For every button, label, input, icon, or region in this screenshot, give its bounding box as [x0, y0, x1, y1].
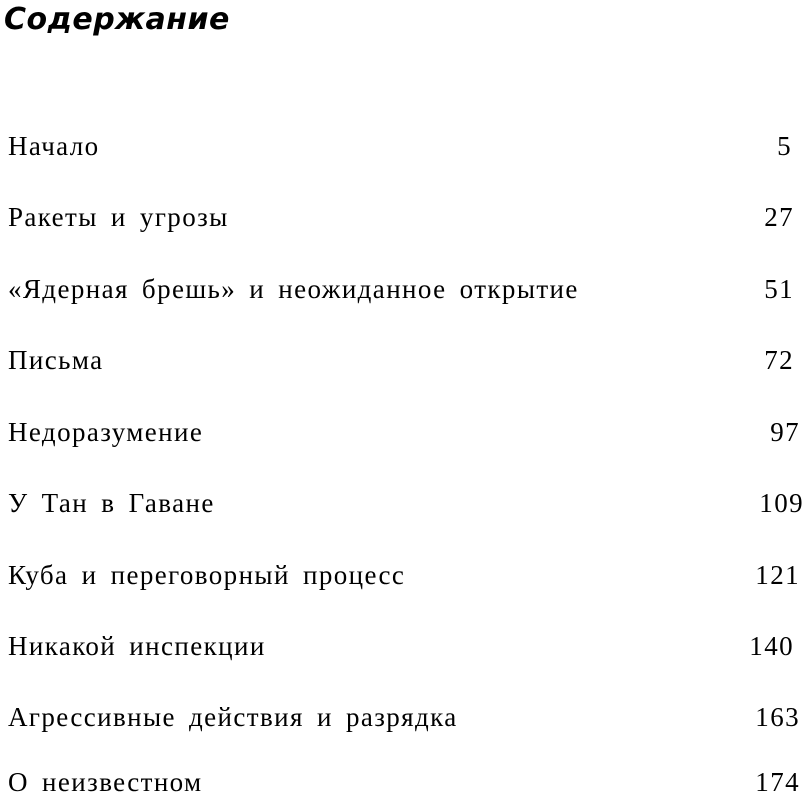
toc-entry: [8, 699, 800, 735]
toc-entry-title: О неизвестном: [8, 767, 203, 797]
toc-entry: [8, 414, 800, 450]
toc-entry-page: 140: [749, 631, 794, 661]
toc-entry: [8, 557, 800, 593]
toc-entry: [8, 271, 800, 307]
toc-entry-page: 163: [755, 702, 800, 732]
toc-entry-page: 174: [755, 767, 800, 797]
toc-entry-title: Агрессивные действия и разрядка: [8, 702, 458, 732]
toc-entry-title: Начало: [8, 131, 100, 161]
toc-entry-title: Недоразумение: [8, 417, 204, 447]
toc-entry: [8, 628, 800, 664]
toc-entry-page: 72: [764, 345, 794, 375]
toc-entry: [8, 764, 800, 800]
toc-entry-page: 27: [764, 202, 794, 232]
toc-entry-title: Ракеты и угрозы: [8, 202, 229, 232]
toc-entry-page: 121: [755, 560, 800, 590]
toc-entry: [8, 128, 800, 164]
toc-entry: [8, 342, 800, 378]
toc-entry-title: Письма: [8, 345, 104, 375]
toc-entry: [8, 199, 800, 235]
toc-entry-page: 97: [770, 417, 800, 447]
toc-entry-page: 5: [777, 131, 792, 161]
toc-entry-page: 109: [759, 488, 804, 518]
toc-entry: [8, 485, 804, 521]
toc-entry-title: Никакой инспекции: [8, 631, 266, 661]
toc-entry-title: Куба и переговорный процесс: [8, 560, 406, 590]
toc-entry-title: У Тан в Гаване: [8, 488, 215, 518]
page-title: Содержание: [4, 2, 230, 37]
toc-entry-page: 51: [764, 274, 794, 304]
toc-entry-title: «Ядерная брешь» и неожиданное открытие: [8, 274, 579, 304]
